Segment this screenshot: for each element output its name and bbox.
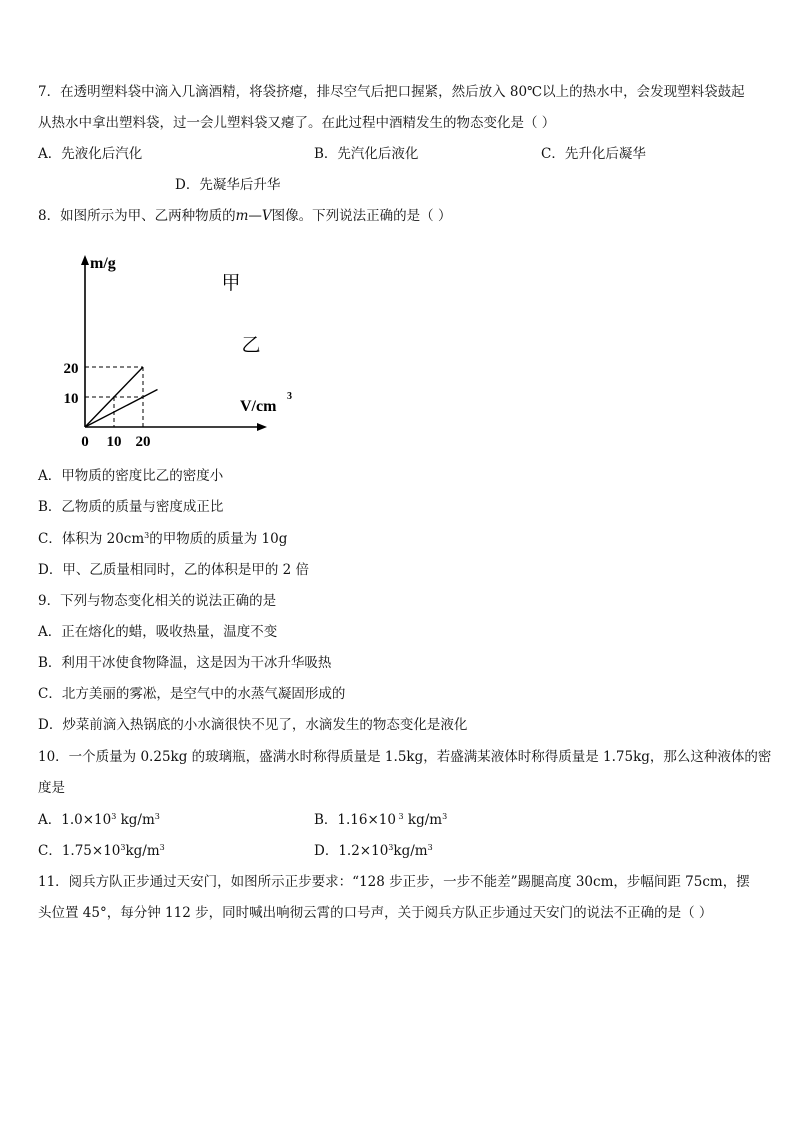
- q9-stem: 9．下列与物态变化相关的说法正确的是: [38, 593, 277, 609]
- q10-d-sup: 3: [388, 843, 394, 852]
- q10-option-c: [38, 844, 165, 859]
- y-tick-20: 20: [63, 361, 79, 377]
- series-label-jia: 甲: [221, 273, 241, 294]
- x-tick-20: 20: [135, 434, 151, 450]
- q8-stem-v: V: [261, 208, 272, 224]
- x-axis-label: V/cm: [240, 398, 277, 415]
- q10-option-a: [38, 813, 160, 828]
- origin-label: 0: [81, 434, 89, 450]
- q10-a-unit-sup: 3: [154, 812, 160, 821]
- q7-option-d: D．先凝华后升华: [175, 177, 281, 193]
- q7-option-b: B．先汽化后液化: [314, 146, 419, 162]
- q10-a-sup: 3: [111, 812, 117, 821]
- q8-option-a: A．甲物质的密度比乙的密度小: [38, 468, 224, 484]
- y-axis-label: m/g: [90, 255, 116, 272]
- q9-option-c: C．北方美丽的雾凇，是空气中的水蒸气凝固形成的: [38, 686, 346, 702]
- q8-stem-pre: 8．如图所示为甲、乙两种物质的: [38, 208, 236, 224]
- mv-graph: [55, 243, 292, 450]
- x-axis-arrow: [257, 423, 267, 431]
- q10-d-post: kg/m: [393, 843, 428, 859]
- x-tick-10: 10: [106, 434, 122, 450]
- q10-c-pre: C．1.75×10: [38, 843, 121, 859]
- q9-option-a: A．正在熔化的蜡，吸收热量，温度不变: [38, 624, 278, 640]
- q9-option-d: D．炒菜前滴入热锅底的小水滴很快不见了，水滴发生的物态变化是液化: [38, 717, 468, 733]
- q10-b-pre: B．1.16×10: [314, 812, 396, 828]
- y-axis-arrow: [81, 255, 89, 265]
- q8-option-c-post: 的甲物质的质量为 10g: [149, 531, 288, 547]
- q8-stem-dash: —: [248, 208, 262, 224]
- q7-stem-line2: 从热水中拿出塑料袋，过一会儿塑料袋又瘪了。在此过程中酒精发生的物态变化是（ ）: [38, 115, 556, 131]
- x-axis-label-sup: 3: [287, 391, 292, 402]
- q10-b-unit-sup: 3: [442, 812, 448, 821]
- q7-option-a: A．先液化后汽化: [38, 146, 143, 162]
- q8-stem-post: 图像。下列说法正确的是（ ）: [271, 208, 452, 224]
- q11-stem-line1: 11．阅兵方队正步通过天安门，如图所示正步要求：“128 步正步，一步不能差”踢腿高度 30cm，步幅间距 75cm，摆: [38, 874, 750, 890]
- q10-stem-line2: 度是: [38, 780, 65, 796]
- series-label-yi: 乙: [241, 335, 261, 356]
- q10-c-unit-sup: 3: [159, 843, 165, 852]
- q10-a-post: kg/m: [116, 812, 155, 828]
- q8-stem: [38, 210, 451, 224]
- q8-option-c: [38, 532, 287, 547]
- q10-option-d: [314, 844, 433, 859]
- q7-option-c: C．先升化后凝华: [541, 146, 646, 162]
- q10-b-post: kg/m: [403, 812, 443, 828]
- q10-option-b: [314, 813, 447, 828]
- q8-stem-m: m: [235, 208, 249, 224]
- q8-option-d: D．甲、乙质量相同时，乙的体积是甲的 2 倍: [38, 562, 309, 578]
- q8-option-c-pre: C．体积为 20cm: [38, 531, 145, 547]
- q9-option-b: B．利用干冰使食物降温，这是因为干冰升华吸热: [38, 655, 332, 671]
- q10-d-pre: D．1.2×10: [314, 843, 389, 859]
- series-line-yi: [85, 390, 158, 428]
- q10-c-sup: 3: [120, 843, 126, 852]
- q7-stem-line1: 7．在透明塑料袋中滴入几滴酒精，将袋挤瘪，排尽空气后把口握紧，然后放入 80℃以上的热水中，会发现塑料袋鼓起: [38, 84, 745, 100]
- q10-stem-line1: 10．一个质量为 0.25kg 的玻璃瓶，盛满水时称得质量是 1.5kg，若盛满某液体时称得质量是 1.75kg，那么这种液体的密: [38, 749, 772, 765]
- q10-b-sup: 3: [395, 812, 404, 821]
- q10-a-pre: A．1.0×10: [38, 812, 112, 828]
- q8-option-c-sup: 3: [144, 531, 150, 540]
- q10-c-post: kg/m: [125, 843, 160, 859]
- q8-option-b: B．乙物质的质量与密度成正比: [38, 499, 224, 515]
- q11-stem-line2: 头位置 45°，每分钟 112 步，同时喊出响彻云霄的口号声，关于阅兵方队正步通过天安门的说法不正确的是（ ）: [38, 905, 713, 921]
- y-tick-10: 10: [63, 391, 79, 407]
- q10-d-unit-sup: 3: [427, 843, 433, 852]
